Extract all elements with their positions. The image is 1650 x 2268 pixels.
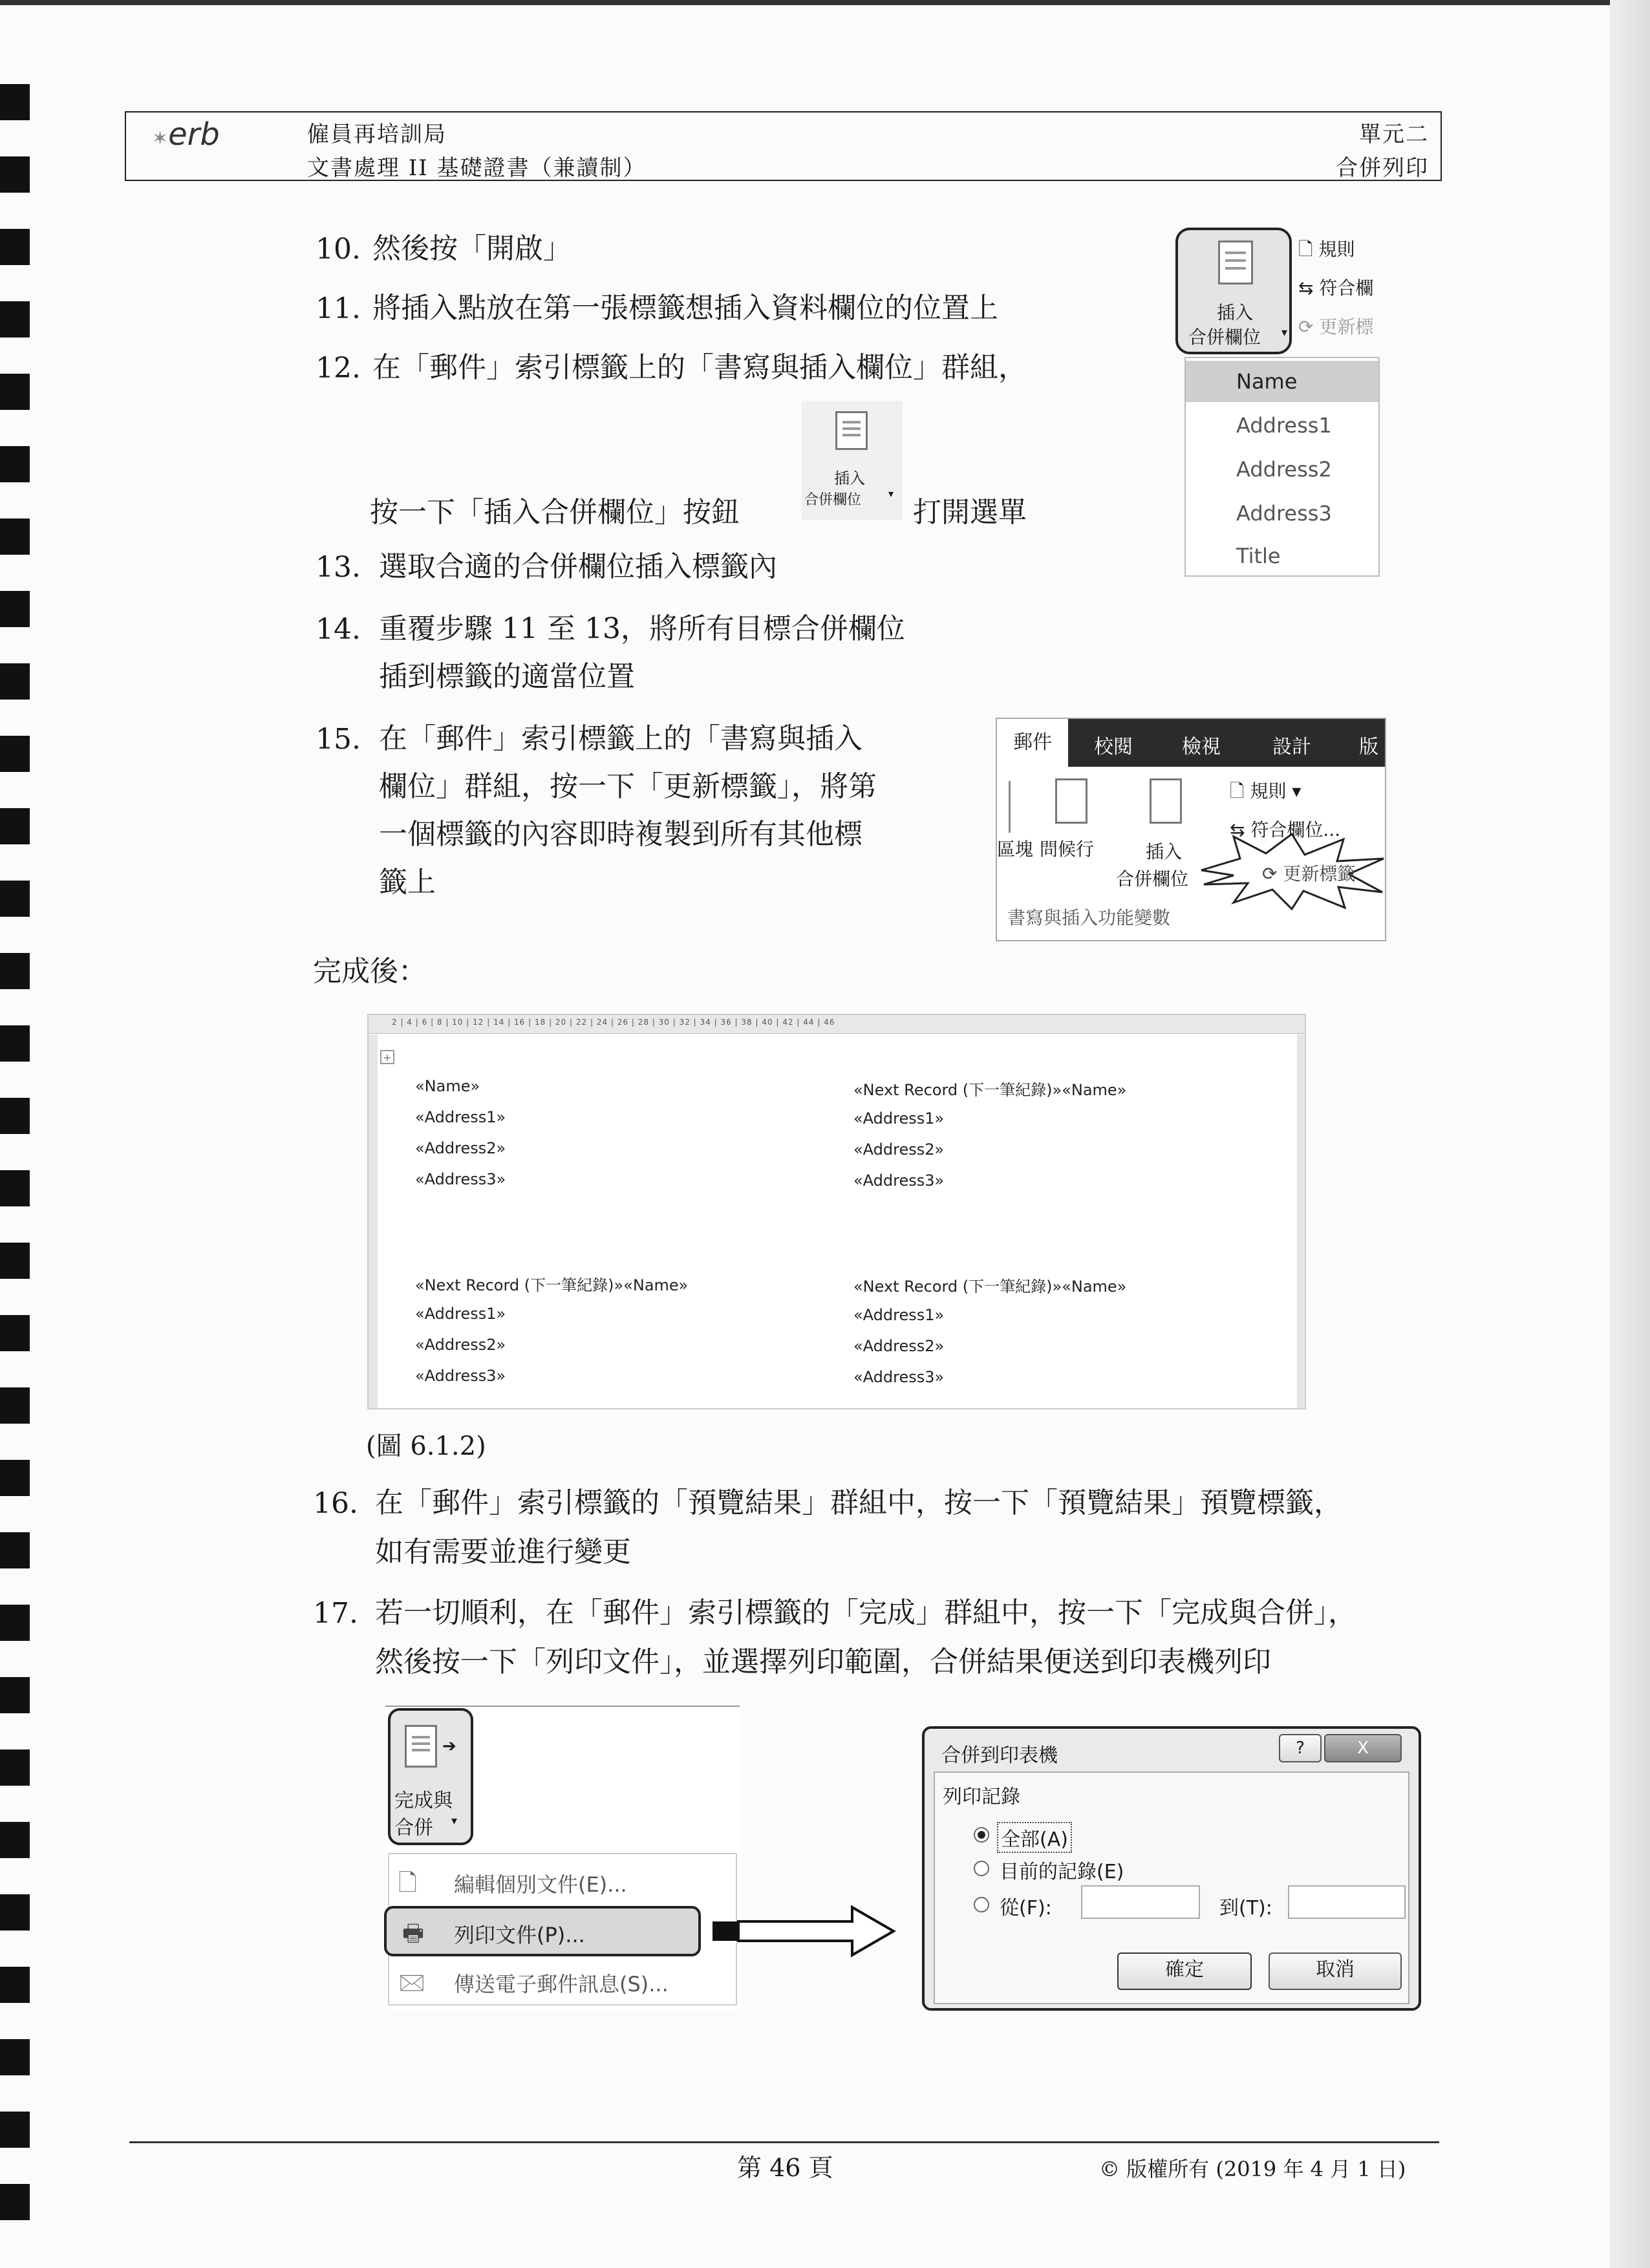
header-topic: 合併列印: [1336, 155, 1429, 181]
label-line: «Address3»: [853, 1171, 945, 1190]
binding-hole: [0, 736, 30, 772]
printer-icon: 🖶: [402, 1920, 424, 1947]
match-fields-item[interactable]: ⇆ 符合欄位...: [1230, 819, 1341, 840]
step-13-text: 選取合適的合併欄位插入標籤內: [379, 550, 777, 583]
finish-merge-screenshot: [385, 1706, 740, 2009]
binding-hole: [0, 808, 30, 844]
page-number: 第 46 頁: [737, 2154, 833, 2182]
insert-label: 插入: [1217, 302, 1254, 323]
radio-all-label: 全部(A): [997, 1822, 1072, 1853]
email-icon: 🖂: [398, 1969, 426, 1996]
binding-hole: [0, 2112, 30, 2148]
binding-hole: [0, 1243, 30, 1279]
binding-hole: [0, 663, 30, 700]
label-line: «Next Record (下一筆紀錄)»«Name»: [415, 1276, 689, 1294]
label-line: «Address3»: [415, 1367, 506, 1385]
step-15-line-3: 一個標籤的內容即時複製到所有其他標: [379, 818, 862, 851]
finish-label-2: 合併: [394, 1817, 433, 1839]
document-icon: [835, 411, 868, 450]
chevron-down-icon: ▾: [1286, 780, 1302, 802]
to-label: 到(T):: [1219, 1897, 1272, 1920]
rules-icon: 🗋: [1230, 780, 1250, 802]
binding-hole: [0, 1532, 30, 1568]
binding-hole: [0, 591, 30, 627]
page-header: [125, 111, 1442, 181]
ribbon-group-label: 書寫與插入功能變數: [1007, 907, 1171, 928]
field-item-address3[interactable]: Address3: [1236, 501, 1332, 526]
after-label: 完成後：: [313, 955, 427, 988]
binding-hole: [0, 1315, 30, 1351]
chevron-down-icon: ▾: [451, 1814, 458, 1828]
binding-hole: [0, 374, 30, 410]
merge-field-dropdown: [1184, 357, 1380, 577]
binding-hole: [0, 1098, 30, 1134]
refresh-icon: ⟳: [1298, 316, 1320, 337]
label-line: «Address1»: [415, 1108, 506, 1126]
label-line: «Next Record (下一筆紀錄)»«Name»: [853, 1081, 1127, 1099]
binding-hole: [0, 446, 30, 482]
cancel-button[interactable]: 取消: [1269, 1952, 1402, 1990]
ribbon-tab-bar: [997, 719, 1385, 767]
label-line: «Address2»: [415, 1336, 506, 1354]
label-line: «Address3»: [415, 1170, 506, 1188]
arrow-right-icon: [711, 1902, 899, 1960]
binding-hole: [0, 1025, 30, 1062]
binding-hole: [0, 1677, 30, 1713]
finish-merge-menu: [388, 1853, 737, 2006]
step-16-line-1: 在「郵件」索引標籤的「預覽結果」群組中，按一下「預覽結果」預覽標籤，: [375, 1486, 1342, 1519]
page-top-edge: [0, 0, 1650, 5]
arrow-right-icon: ➔: [442, 1737, 456, 1756]
menu-label: 列印文件(P)...: [454, 1923, 585, 1947]
merge-field-label: 合併欄位: [1188, 326, 1261, 348]
footer-rule: [129, 2141, 1439, 2143]
binding-hole: [0, 881, 30, 917]
step-15-number: 15.: [316, 723, 361, 756]
group-label: 列印記錄: [943, 1786, 1020, 1808]
insert-label[interactable]: 插入: [1146, 841, 1183, 862]
step-15-line-1: 在「郵件」索引標籤上的「書寫與插入: [379, 722, 862, 755]
tab-layout[interactable]: 版: [1359, 736, 1378, 758]
ok-button[interactable]: 確定: [1117, 1952, 1252, 1990]
chevron-down-icon: ▾: [888, 487, 894, 500]
binding-hole: [0, 1170, 30, 1206]
match-fields-icon: ⇆: [1230, 819, 1251, 840]
binding-hole: [0, 1894, 30, 1931]
labels-document-screenshot: [367, 1014, 1306, 1409]
binding-hole: [0, 1460, 30, 1496]
chevron-down-icon: ▾: [1281, 326, 1288, 339]
binding-hole: [0, 1605, 30, 1641]
header-org: 僱員再培訓局: [307, 122, 447, 147]
dialog-body: [934, 1771, 1409, 2004]
field-item-name[interactable]: Name: [1186, 361, 1378, 402]
finish-merge-icon: [405, 1725, 437, 1768]
step-14-number: 14.: [316, 613, 361, 646]
label-line: «Name»: [415, 1077, 480, 1095]
binding-hole: [0, 301, 30, 337]
step-14-line-2: 插到標籤的適當位置: [379, 660, 635, 693]
mailings-ribbon-screenshot: [996, 718, 1386, 941]
step-16-number: 16.: [313, 1487, 358, 1520]
label-line: «Address2»: [415, 1139, 506, 1157]
page-right-edge: [1610, 0, 1650, 2268]
field-item-title[interactable]: Title: [1236, 544, 1281, 568]
menu-item-edit-individual[interactable]: [389, 1859, 736, 1901]
step-13-number: 13.: [316, 551, 361, 584]
match-fields-item[interactable]: ⇆ 符合欄: [1298, 277, 1374, 299]
menu-label: 編輯個別文件(E)...: [454, 1872, 627, 1897]
binding-hole: [0, 84, 30, 120]
menu-item-print-documents[interactable]: [384, 1906, 701, 1956]
dialog-title: 合併到印表機: [941, 1744, 1058, 1767]
label-line: «Address3»: [853, 1368, 945, 1386]
tab-view[interactable]: 檢視: [1182, 736, 1221, 758]
label-line: «Address2»: [853, 1337, 945, 1355]
close-icon: X: [1357, 1738, 1369, 1758]
rules-icon: 🗋: [1298, 239, 1319, 260]
tab-mailings[interactable]: 郵件: [997, 719, 1068, 767]
label-line: «Address1»: [853, 1109, 945, 1128]
to-field[interactable]: [1288, 1885, 1406, 1919]
step-17-line-2: 然後按一下「列印文件」，並選擇列印範圍，合併結果便送到印表機列印: [375, 1645, 1271, 1678]
finish-merge-button[interactable]: [388, 1708, 473, 1845]
binding-hole: [0, 2184, 30, 2220]
horizontal-ruler: [369, 1015, 1306, 1034]
address-block-icon: [1000, 781, 1011, 833]
tab-design[interactable]: 設計: [1272, 736, 1311, 758]
binding-hole: [0, 953, 30, 989]
header-course: 文書處理 II 基礎證書（兼讀制）: [307, 155, 647, 181]
field-item-address2[interactable]: Address2: [1236, 457, 1332, 482]
step-14-line-1: 重覆步驟 11 至 13，將所有目標合併欄位: [379, 612, 905, 645]
inline-insert-label: 插入: [834, 469, 865, 487]
finish-label-1: 完成與: [394, 1790, 453, 1812]
header-unit: 單元二: [1359, 122, 1429, 147]
binding-hole: [0, 229, 30, 265]
ribbon-top-line: [385, 1706, 740, 1707]
inline-merge-field-label: 合併欄位: [804, 492, 862, 508]
binding-hole: [0, 1822, 30, 1858]
binding-hole: [0, 1749, 30, 1786]
radio-from[interactable]: [974, 1897, 989, 1912]
step-12-text-2b: 打開選單: [913, 496, 1027, 529]
merge-field-label[interactable]: 合併欄位: [1116, 868, 1189, 890]
table-move-handle-icon[interactable]: +: [380, 1050, 394, 1064]
menu-label: 傳送電子郵件訊息(S)...: [454, 1972, 669, 1996]
step-12-number: 12.: [316, 352, 361, 385]
ruler-ticks: 2 | 4 | 6 | 8 | 10 | 12 | 14 | 16 | 18 | 20 | 22 | 24 | 26 | 28 | 30 | 32 | 34 | 36 | 38 | 40 | 42 | 44 | 46: [392, 1018, 835, 1027]
ribbon-insert-merge-field-screenshot: [1169, 220, 1389, 582]
radio-current-label: 目前的記錄(E): [1000, 1861, 1124, 1883]
step-10-number: 10.: [316, 233, 361, 266]
rules-item[interactable]: 🗋 規則 ▾: [1230, 780, 1302, 802]
match-fields-icon: ⇆: [1298, 277, 1320, 299]
copyright: © 版權所有 (2019 年 4 月 1 日): [1099, 2157, 1406, 2181]
tab-review[interactable]: 校閱: [1094, 736, 1133, 758]
label-line: «Next Record (下一筆紀錄)»«Name»: [853, 1278, 1127, 1296]
field-item-address1[interactable]: Address1: [1236, 413, 1332, 438]
right-margin-shade: [1297, 1034, 1306, 1409]
help-button[interactable]: ?: [1279, 1734, 1322, 1762]
step-12-text: 在「郵件」索引標籤上的「書寫與插入欄位」群組，: [372, 351, 1027, 384]
menu-item-send-email[interactable]: [389, 1959, 736, 2000]
binding-hole: [0, 519, 30, 555]
step-11-number: 11.: [316, 292, 361, 325]
step-12-text-2a: 按一下「插入合併欄位」按鈕: [370, 496, 740, 529]
update-labels-item[interactable]: ⟳ 更新標籤: [1262, 863, 1356, 884]
step-11-text: 將插入點放在第一張標籤想插入資料欄位的位置上: [372, 292, 998, 325]
left-margin-shade: [369, 1034, 378, 1409]
step-15-line-4: 籤上: [379, 866, 436, 899]
erb-logo: ✶erb: [152, 116, 220, 153]
greeting-line-icon: [1055, 778, 1088, 824]
radio-current-record[interactable]: [974, 1861, 989, 1876]
edit-document-icon: 🗋: [398, 1870, 417, 1896]
merge-to-printer-dialog: [922, 1726, 1421, 2011]
insert-merge-field-icon: [1150, 778, 1182, 824]
binding-hole: [0, 1387, 30, 1424]
step-15-line-2: 欄位」群組，按一下「更新標籤」，將第: [379, 770, 877, 803]
inline-insert-merge-field-button: [802, 401, 903, 520]
document-icon: [1218, 241, 1253, 284]
insert-merge-field-button[interactable]: [1175, 228, 1292, 354]
update-labels-item[interactable]: ⟳ 更新標: [1298, 316, 1374, 337]
refresh-icon: ⟳: [1262, 863, 1283, 884]
label-line: «Address1»: [853, 1306, 945, 1324]
radio-from-label: 從(F):: [1000, 1897, 1052, 1920]
step-17-line-1: 若一切順利，在「郵件」索引標籤的「完成」群組中，按一下「完成與合併」，: [375, 1596, 1356, 1629]
figure-caption: (圖 6.1.2): [366, 1431, 486, 1461]
rules-item[interactable]: 🗋 規則: [1298, 239, 1355, 260]
binding-hole: [0, 2039, 30, 2075]
step-10-text: 然後按「開啟」: [372, 232, 572, 265]
step-16-line-2: 如有需要並進行變更: [375, 1535, 631, 1568]
label-line: «Address2»: [853, 1140, 945, 1159]
step-17-number: 17.: [313, 1597, 358, 1630]
label-line: «Address1»: [415, 1305, 506, 1323]
close-button[interactable]: [1324, 1734, 1402, 1762]
binding-hole: [0, 1967, 30, 2003]
greeting-line-label[interactable]: 問候行: [1040, 839, 1095, 860]
address-block-label[interactable]: 區塊: [997, 839, 1034, 860]
radio-all[interactable]: [974, 1827, 989, 1843]
from-field[interactable]: [1081, 1885, 1200, 1919]
binding-hole: [0, 156, 30, 193]
